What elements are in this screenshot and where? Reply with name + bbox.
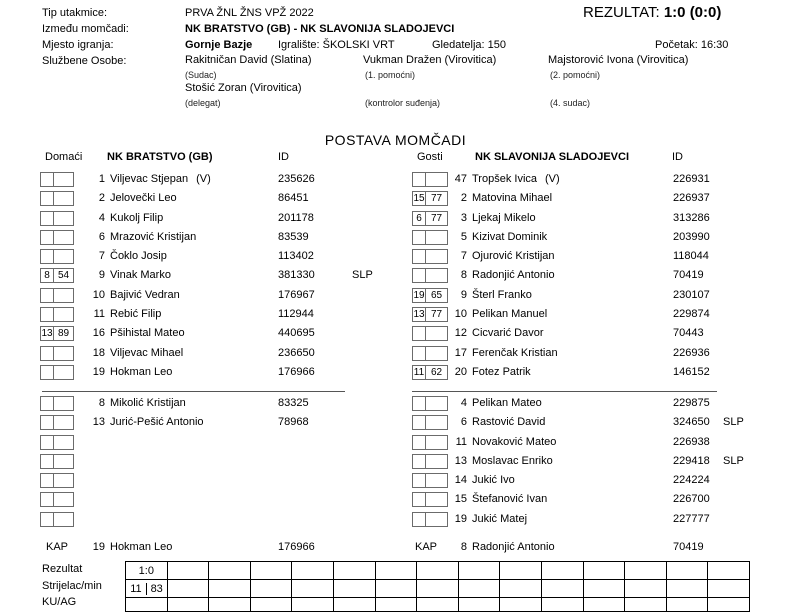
- player-id: 112944: [278, 308, 314, 321]
- sub-minute-box: [53, 230, 74, 245]
- assistant1-name: Vukman Dražen (Virovitica): [363, 54, 497, 66]
- home-kap-label: KAP: [46, 541, 69, 553]
- sub-in-number-box: [412, 249, 426, 264]
- home-team-name: NK BRATSTVO (GB): [107, 151, 213, 163]
- player-number: 16: [92, 327, 105, 340]
- strijelac-row-label: Strijelac/min: [42, 580, 102, 592]
- goalkeeper-flag: (V): [196, 173, 211, 185]
- sub-in-number-box: 11: [413, 366, 425, 378]
- kuag-cell: [333, 598, 375, 611]
- rezultat-cell: [416, 562, 458, 579]
- player-name: Čoklo Josip: [110, 250, 167, 263]
- player-name: Jukić Ivo: [472, 474, 515, 487]
- strijelac-grid-row: [126, 579, 749, 597]
- player-name: Matovina Mihael: [472, 192, 553, 205]
- player-row: [40, 471, 432, 490]
- player-row: [412, 363, 791, 382]
- sub-minute-box: [53, 473, 74, 488]
- player-row: [40, 170, 432, 189]
- sub-in-number-box: [412, 454, 426, 469]
- result-line: [583, 4, 721, 21]
- player-id: 146152: [673, 365, 710, 378]
- kuag-cell: [666, 598, 708, 611]
- rezultat-cell: [291, 562, 333, 579]
- sub-in-number-box: [412, 230, 426, 245]
- slp-flag: SLP: [723, 416, 744, 429]
- player-row: [412, 452, 791, 471]
- kuag-cell: [126, 598, 167, 611]
- player-row: [40, 266, 432, 285]
- player-number: 11: [455, 435, 467, 448]
- player-name: Mikolić Kristijan: [110, 397, 186, 409]
- player-number: 1: [98, 173, 105, 185]
- kuag-cell: [416, 598, 458, 611]
- kuag-cell: [499, 598, 541, 611]
- player-name: Radonjić Antonio: [472, 269, 555, 282]
- tip-utakmice-label: Tip utakmice:: [42, 7, 108, 19]
- sub-in-number-box: [40, 249, 54, 264]
- sub-in-number-box: [412, 415, 426, 430]
- home-captain-id: 176966: [278, 541, 315, 553]
- home-captain-row: [40, 538, 432, 557]
- player-row: [40, 209, 432, 228]
- player-name: Pšihistal Mateo: [110, 327, 185, 340]
- sub-in-number-box: [412, 435, 426, 450]
- player-name: Cicvarić Davor: [472, 327, 544, 340]
- sub-in-number-box: 13: [41, 328, 53, 340]
- player-row: [412, 266, 791, 285]
- home-subs-list: [40, 394, 432, 529]
- player-name: Jukić Matej: [472, 512, 528, 525]
- strijelac-cell: [333, 580, 375, 597]
- delegate-role: (delegat): [185, 98, 221, 108]
- player-number: 12: [454, 327, 467, 340]
- rezultat-label: REZULTAT:: [583, 4, 660, 21]
- player-name: Šterl Franko: [472, 288, 532, 301]
- player-row: [412, 413, 791, 432]
- player-number: 8: [98, 397, 105, 409]
- player-row: [40, 324, 432, 343]
- player-id: 226937: [673, 192, 710, 205]
- player-id: 203990: [673, 230, 710, 243]
- player-number: 9: [460, 288, 467, 301]
- player-id: 224224: [673, 474, 710, 487]
- sub-in-number-box: [40, 288, 54, 303]
- player-id: 118044: [673, 250, 709, 263]
- player-name: Ferenčak Kristian: [472, 346, 558, 359]
- sub-in-number-box: 6: [412, 211, 426, 226]
- away-captain-name: Radonjić Antonio: [472, 541, 555, 553]
- sub-in-number-box: [40, 172, 54, 187]
- rezultat-cell: [624, 562, 666, 579]
- player-name: Štefanović Ivan: [472, 493, 548, 506]
- strijelac-cell: [624, 580, 666, 597]
- sub-in-number-box: [40, 396, 54, 411]
- kuag-cell: [291, 598, 333, 611]
- player-number: 20: [454, 365, 467, 378]
- player-id: 83539: [278, 230, 309, 243]
- rezultat-cell: [541, 562, 583, 579]
- player-row: [412, 286, 791, 305]
- player-name: Jurić-Pešić Antonio: [110, 416, 204, 429]
- rezultat-row-label: Rezultat: [42, 563, 83, 575]
- player-name: Tropšek Ivica (V): [472, 173, 560, 185]
- away-subs-divider: [412, 391, 717, 392]
- player-number: 2: [98, 192, 105, 205]
- away-team-name: NK SLAVONIJA SLADOJEVCI: [475, 151, 630, 163]
- player-id: 226938: [673, 435, 710, 448]
- player-row: [412, 490, 791, 509]
- player-name: Fotez Patrik: [472, 365, 531, 378]
- sub-in-number-box: [40, 492, 54, 507]
- rezultat-cell: [333, 562, 375, 579]
- strijelac-cell: [416, 580, 458, 597]
- player-name: Novaković Mateo: [472, 435, 557, 448]
- player-number: 6: [460, 416, 467, 429]
- sub-in-number-box: [412, 346, 426, 361]
- slp-flag: SLP: [352, 269, 373, 282]
- player-id: 78968: [278, 416, 309, 429]
- rezultat-cell: [583, 562, 625, 579]
- sub-in-number-box: [40, 512, 54, 527]
- player-row: [412, 324, 791, 343]
- sub-minute-box: [53, 454, 74, 469]
- sub-minute-box: 77: [425, 211, 448, 226]
- player-name: Pelikan Mateo: [472, 397, 542, 409]
- referee-name: Rakitničan David (Slatina): [185, 54, 312, 66]
- sub-minute-box: 65: [425, 288, 448, 303]
- kuag-cell: [541, 598, 583, 611]
- away-subs-list: [412, 394, 791, 529]
- player-number: 6: [98, 230, 105, 243]
- strijelac-cell: [375, 580, 417, 597]
- venue-town: Gornje Bazje: [185, 39, 253, 51]
- player-row: [412, 228, 791, 247]
- sub-minute-box: 89: [53, 326, 74, 341]
- player-number: 7: [460, 250, 467, 263]
- player-row: [412, 510, 791, 529]
- kuag-grid-row: [126, 597, 749, 611]
- sub-in-number-box: [40, 454, 54, 469]
- home-side-label: Domaći: [45, 151, 83, 163]
- strijelac-cell: [208, 580, 250, 597]
- sub-in-number-box: 15: [413, 193, 425, 205]
- match-teams: NK BRATSTVO (GB) - NK SLAVONIJA SLADOJEVCI: [185, 23, 455, 35]
- player-name: Kizivat Dominik: [472, 230, 548, 243]
- lineup-title: POSTAVA MOMČADI: [324, 132, 467, 148]
- player-row: [40, 189, 432, 208]
- player-row: [40, 510, 432, 529]
- strijelac-cell: [167, 580, 209, 597]
- player-id: 381330: [278, 269, 315, 282]
- sub-minute-box: [53, 191, 74, 206]
- strijelac-cell: [541, 580, 583, 597]
- strijelac-cell: [458, 580, 500, 597]
- player-name: Bajivić Vedran: [110, 288, 180, 301]
- player-number: 3: [460, 211, 467, 224]
- player-id: 227777: [673, 512, 710, 525]
- sub-in-number-box: [40, 473, 54, 488]
- player-id: 229875: [673, 397, 710, 409]
- away-starters-list: [412, 170, 791, 382]
- player-number: 4: [460, 397, 467, 409]
- player-id: 86451: [278, 192, 309, 205]
- sub-in-number-box: [40, 211, 54, 226]
- sub-minute-box: 54: [53, 268, 74, 283]
- player-row: [40, 490, 432, 509]
- player-id: 201178: [278, 211, 314, 224]
- sub-in-number-box: 19: [413, 289, 425, 301]
- fourth-official-role: (4. sudac): [550, 98, 591, 108]
- sub-minute-box: [53, 249, 74, 264]
- slp-flag: SLP: [723, 454, 744, 467]
- player-id: 83325: [278, 397, 309, 409]
- assistant2-name: Majstorović Ivona (Virovitica): [548, 54, 689, 66]
- player-id: 113402: [278, 250, 314, 263]
- player-id: 226936: [673, 346, 710, 359]
- player-number: 13: [92, 416, 105, 429]
- player-row: [40, 413, 432, 432]
- kickoff-time: Početak: 16:30: [655, 39, 729, 51]
- player-row: [40, 305, 432, 324]
- home-starters-list: [40, 170, 432, 382]
- player-row: [40, 394, 432, 413]
- sub-in-number-box: [40, 365, 54, 380]
- sub-minute-box: [53, 211, 74, 226]
- player-row: [40, 452, 432, 471]
- competition-name: PRVA ŽNL ŽNS VPŽ 2022: [185, 7, 314, 19]
- sub-minute-box: [53, 346, 74, 361]
- sub-minute-box: 77: [425, 307, 448, 322]
- player-number: 18: [92, 346, 105, 359]
- strijelac-cell: [707, 580, 749, 597]
- player-name: Vinak Marko: [110, 269, 171, 282]
- delegate-name: Stošić Zoran (Virovitica): [185, 82, 302, 94]
- kuag-cell: [375, 598, 417, 611]
- kuag-cell: [458, 598, 500, 611]
- player-name: Pelikan Manuel: [472, 308, 548, 321]
- home-captain-number: 19: [92, 541, 105, 553]
- sub-minute-box: [53, 365, 74, 380]
- izmedju-momcadi-label: Između momčadi:: [42, 23, 129, 35]
- player-row: [40, 228, 432, 247]
- player-row: [40, 363, 432, 382]
- result-grid: [125, 561, 750, 612]
- player-number: 4: [98, 211, 105, 224]
- player-name: Ojurović Kristijan: [472, 250, 555, 263]
- player-row: [412, 170, 791, 189]
- sub-in-number-box: [40, 230, 54, 245]
- player-id: 226931: [673, 173, 710, 185]
- kuag-cell: [583, 598, 625, 611]
- player-name: Kukolj Filip: [110, 211, 164, 224]
- sub-in-number-box: [412, 492, 426, 507]
- sub-minute-box: [53, 307, 74, 322]
- strijelac-cell: [291, 580, 333, 597]
- rezultat-cell: [499, 562, 541, 579]
- player-name: Mrazović Kristijan: [110, 230, 197, 243]
- away-id-header: ID: [672, 151, 683, 163]
- player-number: 19: [454, 512, 467, 525]
- rezultat-cell: [208, 562, 250, 579]
- rezultat-cell: [167, 562, 209, 579]
- player-id: 236650: [278, 346, 315, 359]
- player-number: 19: [92, 365, 105, 378]
- player-id: 176966: [278, 365, 315, 378]
- player-number: 2: [460, 192, 467, 205]
- player-name: Rastović David: [472, 416, 546, 429]
- player-id: 176967: [278, 288, 315, 301]
- player-id: 229874: [673, 308, 710, 321]
- referee-role: (Sudac): [185, 70, 217, 80]
- player-id: 230107: [673, 288, 710, 301]
- player-id: 324650: [673, 416, 710, 429]
- sub-in-number-box: [412, 172, 426, 187]
- player-row: [412, 471, 791, 490]
- player-id: 226700: [673, 493, 710, 506]
- attendance: Gledatelja: 150: [432, 39, 506, 51]
- sub-in-number-box: [412, 396, 426, 411]
- player-row: [40, 286, 432, 305]
- player-name: Rebić Filip: [110, 308, 162, 321]
- sub-in-number-box: [40, 346, 54, 361]
- strijelac-cell: [583, 580, 625, 597]
- player-id: 235626: [278, 173, 315, 185]
- away-captain-id: 70419: [673, 541, 704, 553]
- sub-minute-box: [53, 288, 74, 303]
- sub-minute-box: [53, 172, 74, 187]
- sub-in-number-box: [40, 191, 54, 206]
- player-row: [412, 433, 791, 452]
- sub-in-number-box: [40, 307, 54, 322]
- sub-in-number-box: [412, 326, 426, 341]
- strijelac-cell: [126, 580, 167, 597]
- sub-minute-box: 62: [425, 365, 448, 380]
- kuag-row-label: KU/AG: [42, 596, 77, 608]
- player-name: Moslavac Enriko: [472, 454, 553, 467]
- kuag-cell: [208, 598, 250, 611]
- player-row: [40, 433, 432, 452]
- rezultat-cell: [250, 562, 292, 579]
- rezultat-cell: 1:0: [138, 564, 154, 577]
- player-row: [412, 394, 791, 413]
- home-id-header: ID: [278, 151, 289, 163]
- sub-minute-box: [53, 492, 74, 507]
- sub-minute-box: [53, 415, 74, 430]
- player-number: 8: [460, 269, 467, 282]
- player-name: Viljevac Mihael: [110, 346, 184, 359]
- player-number: 9: [98, 269, 105, 282]
- goalkeeper-flag: (V): [545, 173, 560, 185]
- player-row: [412, 305, 791, 324]
- rezultat-cell: [375, 562, 417, 579]
- sub-in-number-box: 8: [40, 268, 54, 283]
- sub-minute-box: [53, 512, 74, 527]
- player-name: Ljekaj Mikelo: [472, 211, 536, 224]
- sub-in-number-box: [40, 435, 54, 450]
- sub-minute-box: [53, 435, 74, 450]
- away-captain-number: 8: [460, 541, 467, 553]
- sub-minute-box: [53, 396, 74, 411]
- rezultat-grid-row: [126, 562, 749, 579]
- strijelac-cell: [666, 580, 708, 597]
- strijelac-cell: [250, 580, 292, 597]
- mjesto-igranja-label: Mjesto igranja:: [42, 39, 114, 51]
- player-number: 14: [454, 474, 467, 487]
- player-number: 10: [454, 308, 467, 321]
- sub-in-number-box: [412, 268, 426, 283]
- player-row: [40, 247, 432, 266]
- player-id: 229418: [673, 454, 710, 467]
- player-name: Jelovečki Leo: [110, 192, 177, 205]
- kuag-cell: [167, 598, 209, 611]
- match-control-role: (kontrolor suđenja): [365, 98, 441, 108]
- stadium-name: Igralište: ŠKOLSKI VRT: [278, 39, 395, 51]
- player-number: 7: [98, 250, 105, 263]
- rezultat-cell: [458, 562, 500, 579]
- home-subs-divider: [42, 391, 345, 392]
- assistant2-role: (2. pomoćni): [550, 70, 601, 80]
- player-number: 11: [93, 308, 105, 321]
- kuag-cell: [707, 598, 749, 611]
- player-number: 17: [454, 346, 467, 359]
- player-number: 10: [92, 288, 105, 301]
- player-name: Hokman Leo: [110, 365, 173, 378]
- rezultat-cell: [707, 562, 749, 579]
- kuag-cell: [624, 598, 666, 611]
- player-id: 440695: [278, 327, 315, 340]
- scorer-number-half: 11: [130, 582, 142, 595]
- away-side-label: Gosti: [417, 151, 443, 163]
- scorer-minute-half: 83: [146, 583, 167, 595]
- rezultat-cell: [666, 562, 708, 579]
- player-id: 313286: [673, 211, 710, 224]
- sub-in-number-box: [412, 473, 426, 488]
- player-number: 47: [454, 173, 467, 185]
- player-row: [40, 344, 432, 363]
- sluzbene-osobe-label: Službene Osobe:: [42, 55, 127, 67]
- player-number: 15: [454, 493, 467, 506]
- player-row: [412, 189, 791, 208]
- away-kap-label: KAP: [415, 541, 438, 553]
- sub-in-number-box: [40, 415, 54, 430]
- kuag-cell: [250, 598, 292, 611]
- player-id: 70443: [673, 327, 704, 340]
- rezultat-value: 1:0 (0:0): [663, 4, 722, 21]
- assistant1-role: (1. pomoćni): [365, 70, 416, 80]
- sub-minute-box: 77: [425, 191, 448, 206]
- player-row: [412, 209, 791, 228]
- sub-in-number-box: 13: [413, 309, 425, 321]
- away-captain-row: [412, 538, 791, 557]
- player-row: [412, 344, 791, 363]
- player-number: 5: [460, 230, 467, 243]
- sub-in-number-box: [412, 512, 426, 527]
- player-id: 70419: [673, 269, 704, 282]
- player-number: 13: [454, 454, 467, 467]
- strijelac-cell: [499, 580, 541, 597]
- player-name: Viljevac Stjepan (V): [110, 173, 211, 185]
- player-row: [412, 247, 791, 266]
- home-captain-name: Hokman Leo: [110, 541, 173, 553]
